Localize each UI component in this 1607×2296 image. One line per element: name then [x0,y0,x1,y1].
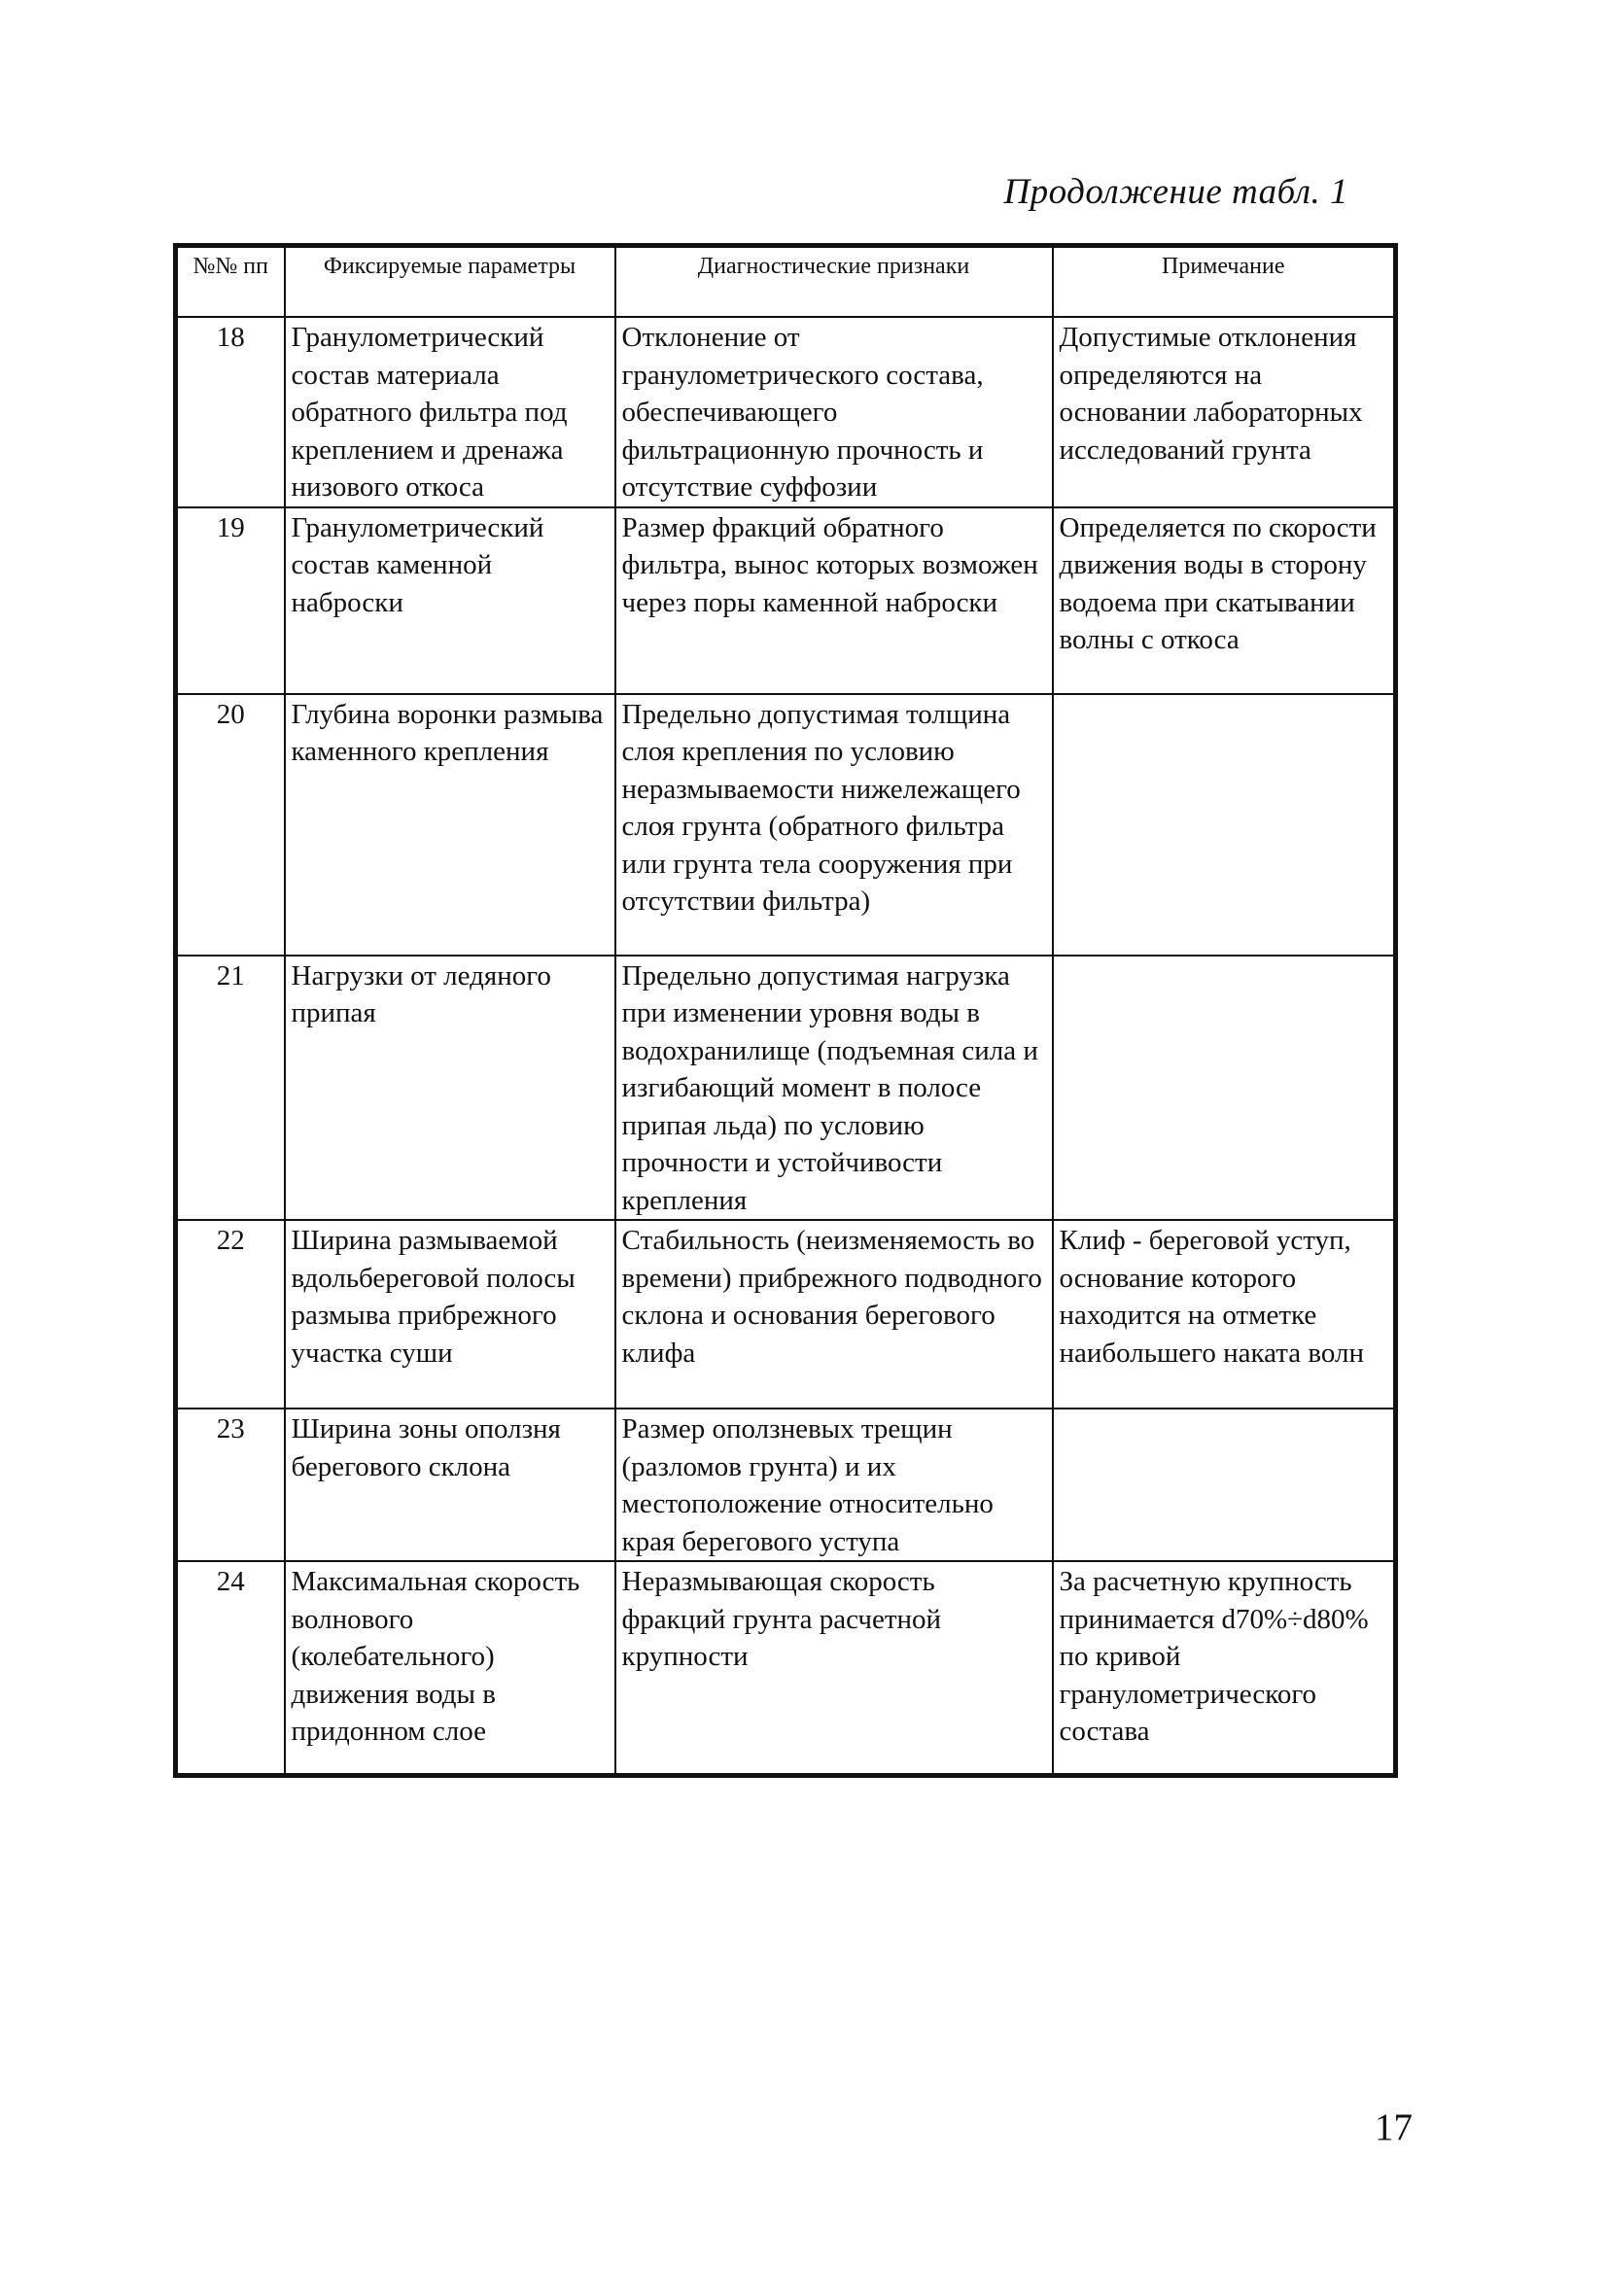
row-parameter: Гранулометрический состав материала обратного фильтра под креплением и дренажа низового откоса [285,317,615,507]
table-row [176,507,1396,694]
row-num: 20 [176,694,285,956]
row-num: 18 [176,317,285,507]
row-parameter: Гранулометрический состав каменной наброски [285,507,615,694]
header-parameter: Фиксируемые параметры [285,246,615,318]
row-num: 23 [176,1409,285,1561]
row-note [1053,1409,1396,1561]
table-header-row [176,246,1396,318]
row-diagnostic: Размер фракций обратного фильтра, вынос которых возможен через поры каменной наброски [615,507,1053,694]
table-row [176,317,1396,507]
header-note: Примечание [1053,246,1396,318]
row-note: Определяется по скорости движения воды в сторону водоема при скатывании волны с откоса [1053,507,1396,694]
page-number: 17 [1375,2106,1413,2148]
row-parameter: Ширина зоны оползня берегового склона [285,1409,615,1561]
header-num: №№ пп [176,246,285,318]
row-parameter: Максимальная скорость волнового (колебательного) движения воды в придонном слое [285,1561,615,1775]
row-diagnostic: Отклонение от гранулометрического состава, обеспечивающего фильтрационную прочность и отсутствие суффозии [615,317,1053,507]
table-row [176,694,1396,956]
diagnostic-table [173,243,1398,1778]
row-note [1053,956,1396,1221]
row-parameter: Ширина размываемой вдольбереговой полосы размыва прибрежного участка суши [285,1220,615,1409]
row-note [1053,694,1396,956]
row-parameter: Нагрузки от ледяного припая [285,956,615,1221]
row-diagnostic: Предельно допустимая нагрузка при изменении уровня воды в водохранилище (подъемная сила и изгибающий момент в полосе припая льда) по условию прочности и устойчивости крепления [615,956,1053,1221]
row-parameter: Глубина воронки размыва каменного крепления [285,694,615,956]
row-note: За расчетную крупность принимается d70%÷d80% по кривой гранулометрического состава [1053,1561,1396,1775]
table-row [176,1409,1396,1561]
row-diagnostic: Предельно допустимая толщина слоя крепления по условию неразмываемости нижележащего слоя грунта (обратного фильтра или грунта тела сооружения при отсутствии фильтра) [615,694,1053,956]
row-num: 21 [176,956,285,1221]
header-diagnostic: Диагностические признаки [615,246,1053,318]
table-row [176,956,1396,1221]
row-diagnostic: Неразмывающая скорость фракций грунта расчетной крупности [615,1561,1053,1775]
row-diagnostic: Стабильность (неизменяемость во времени) прибрежного подводного склона и основания берегового клифа [615,1220,1053,1409]
row-note: Клиф - береговой уступ, основание которого находится на отметке наибольшего наката волн [1053,1220,1396,1409]
row-num: 19 [176,507,285,694]
row-diagnostic: Размер оползневых трещин (разломов грунта) и их местоположение относительно края берегового уступа [615,1409,1053,1561]
row-note: Допустимые отклонения определяются на основании лабораторных исследований грунта [1053,317,1396,507]
row-num: 24 [176,1561,285,1775]
table-caption: Продолжение табл. 1 [1003,172,1348,212]
table-row [176,1220,1396,1409]
row-num: 22 [176,1220,285,1409]
table-row [176,1561,1396,1775]
